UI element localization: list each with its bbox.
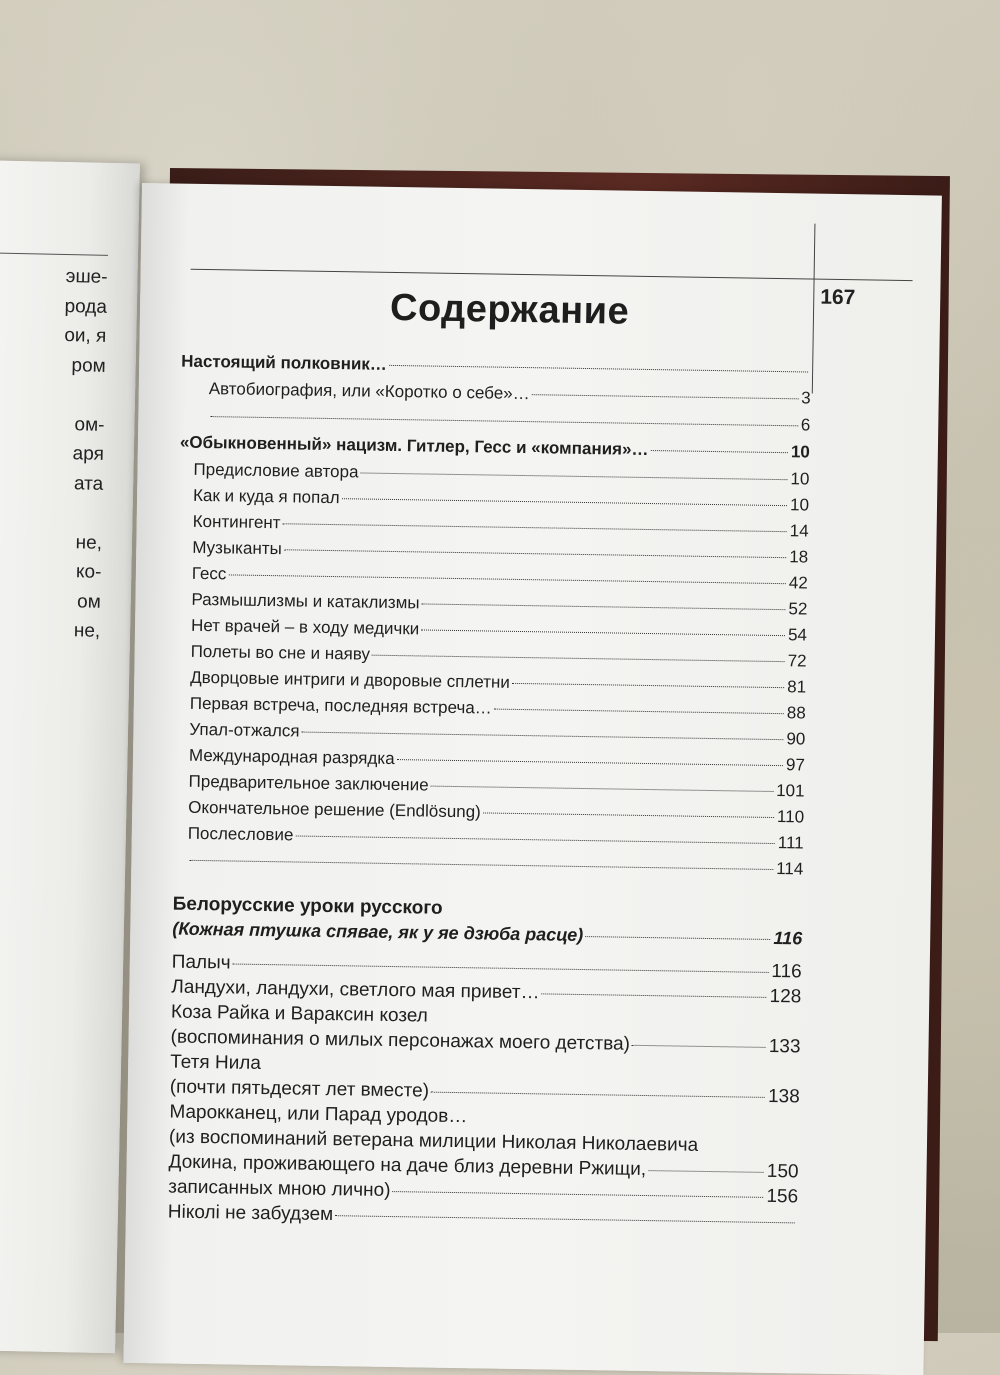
toc-entry-title: Как и куда я попал [192,485,340,508]
toc-page-number: 150 [766,1160,799,1183]
toc-entry-title: Нет врачей – в ходу медички [190,615,420,639]
dot-leader [283,523,787,532]
dot-leader [532,394,799,399]
toc-entry-title: Ніколі не забудзем [167,1201,334,1226]
toc-entry-title: Музыканты [192,537,282,559]
dot-leader [302,732,784,741]
toc-page-number: 10 [789,495,810,515]
dot-leader [392,1191,763,1198]
page-number: 167 [820,285,856,310]
toc-page-number: 18 [789,547,809,567]
left-page-line: ко- [75,561,102,583]
toc-page-number: 88 [786,703,806,723]
toc-page-number: 54 [787,625,808,645]
toc-page-number: 156 [766,1185,799,1208]
toc-page-number: 128 [769,985,802,1008]
toc-page-number: 116 [771,960,802,983]
toc-entry-title: «Обыкновенный» нацизм. Гитлер, Гесс и «компания»… [179,432,649,459]
toc-page-number: 72 [787,651,807,671]
dot-leader [483,812,774,818]
belarus-heading: Белорусские уроки русского [172,893,443,919]
toc-entry-title: Размышлизмы и катаклизмы [191,589,420,613]
left-page-text [0,260,108,646]
header-vertical-rule [812,224,816,394]
dot-leader [421,629,785,636]
toc-page-number: 110 [776,807,805,827]
left-page-line: не, [75,531,103,554]
dot-leader [233,964,769,973]
toc-page-number: 133 [768,1035,801,1058]
dot-leader [397,759,783,766]
toc-page-number: 6 [800,415,811,435]
contents-page [123,183,941,1375]
toc-entry-title: Гесс [191,563,227,584]
left-page-line: ом- [74,413,105,436]
left-page-line [0,378,105,410]
toc-page-number: 14 [789,521,809,541]
toc-entry-title: Коза Райка и Вараксин козел [170,1001,428,1027]
toc-entry-title: Предисловие автора [193,459,359,482]
toc-entry-title: Настоящий полковник… [181,351,388,374]
toc-page-number: 138 [767,1085,800,1108]
toc-page-number: 81 [787,677,807,697]
left-page [0,160,140,1353]
left-page-line: ром [71,354,106,377]
left-page-line: ом [76,590,101,613]
toc-entry-title: Ландухи, ландухи, светлого мая привет… [171,976,540,1004]
toc-entry-title: Международная разрядка [188,745,395,769]
left-page-rule [0,252,108,256]
dot-leader [431,786,774,792]
toc-entry-title: Палыч [171,951,231,974]
toc-entry-title: Марокканец, или Парад уродов… [169,1101,468,1128]
toc-sections [173,352,811,886]
toc-page-number: 42 [788,573,808,593]
toc-page-number: 114 [776,859,804,879]
dot-leader [295,835,775,844]
dot-leader [335,1215,795,1223]
toc-entry-title: Автобиография, или «Коротко о себе»… [208,379,530,404]
dot-leader [210,416,797,426]
toc-entry-title: записанных мною лично) [168,1176,391,1202]
dot-leader [542,993,767,998]
belarus-items [168,952,802,1237]
toc-entry-title: Окончательное решение (Endlösung) [188,797,481,822]
toc-page-number: 52 [788,599,808,619]
toc-page-number: 90 [786,729,806,749]
dot-leader [284,549,787,558]
toc-page-number: 97 [785,755,806,775]
toc-entry-title: Упал-отжался [189,719,300,741]
left-page-line: не, [73,620,101,642]
dot-leader [650,450,787,453]
toc-entry-title: (почти пятьдесят лет вместе) [169,1076,430,1102]
page-title: Содержание [389,286,630,333]
toc-page-number: 101 [776,781,805,801]
left-page-line: эше- [65,266,108,288]
toc-entry-title: Полеты во сне и наяву [190,641,371,664]
dot-leader [422,603,786,610]
toc-entry-title: Тетя Нила [170,1051,262,1074]
toc-entry-title: Первая встреча, последняя встреча… [189,693,492,718]
dot-leader [632,1045,766,1048]
toc-page-number: 3 [801,388,811,408]
toc-entry-title: Предварительное заключение [188,771,429,795]
dot-leader [342,498,787,506]
toc-entry-title: Контингент [192,511,281,533]
toc-entry-title: Послесловие [187,823,294,845]
dot-leader [585,936,770,940]
toc-page-number: 111 [777,833,804,853]
belarus-subheading: (Кожная птушка спявае, як у яе дзюба расце) [172,918,584,946]
toc-page-number: 10 [790,469,810,489]
dot-leader [512,683,784,688]
left-page-line: ата [73,472,104,495]
toc-entry-title: (из воспоминаний ветерана милиции Николая Николаевича [168,1126,699,1156]
dot-leader [431,1092,765,1098]
left-page-line: ои, я [64,325,107,347]
left-page-line [0,496,103,528]
dot-leader [389,365,808,373]
left-page-line: аря [72,443,105,465]
toc-entry-title: Докина, проживающего на даче близ деревни Ржищи, [168,1151,647,1181]
header-rule [191,269,913,281]
left-page-line: рода [64,295,108,318]
dot-leader [360,472,787,480]
table-of-contents [168,352,812,1237]
dot-leader [189,860,773,870]
toc-page-number: 116 [773,928,803,949]
dot-leader [648,1170,764,1173]
dot-leader [228,574,785,584]
toc-entry-title: (воспоминания о милых персонажах моего детства) [170,1026,631,1055]
dot-leader [494,709,784,715]
toc-page-number: 10 [790,442,811,462]
dot-leader [372,655,785,662]
toc-entry-title: Дворцовые интриги и дворовые сплетни [190,667,511,692]
